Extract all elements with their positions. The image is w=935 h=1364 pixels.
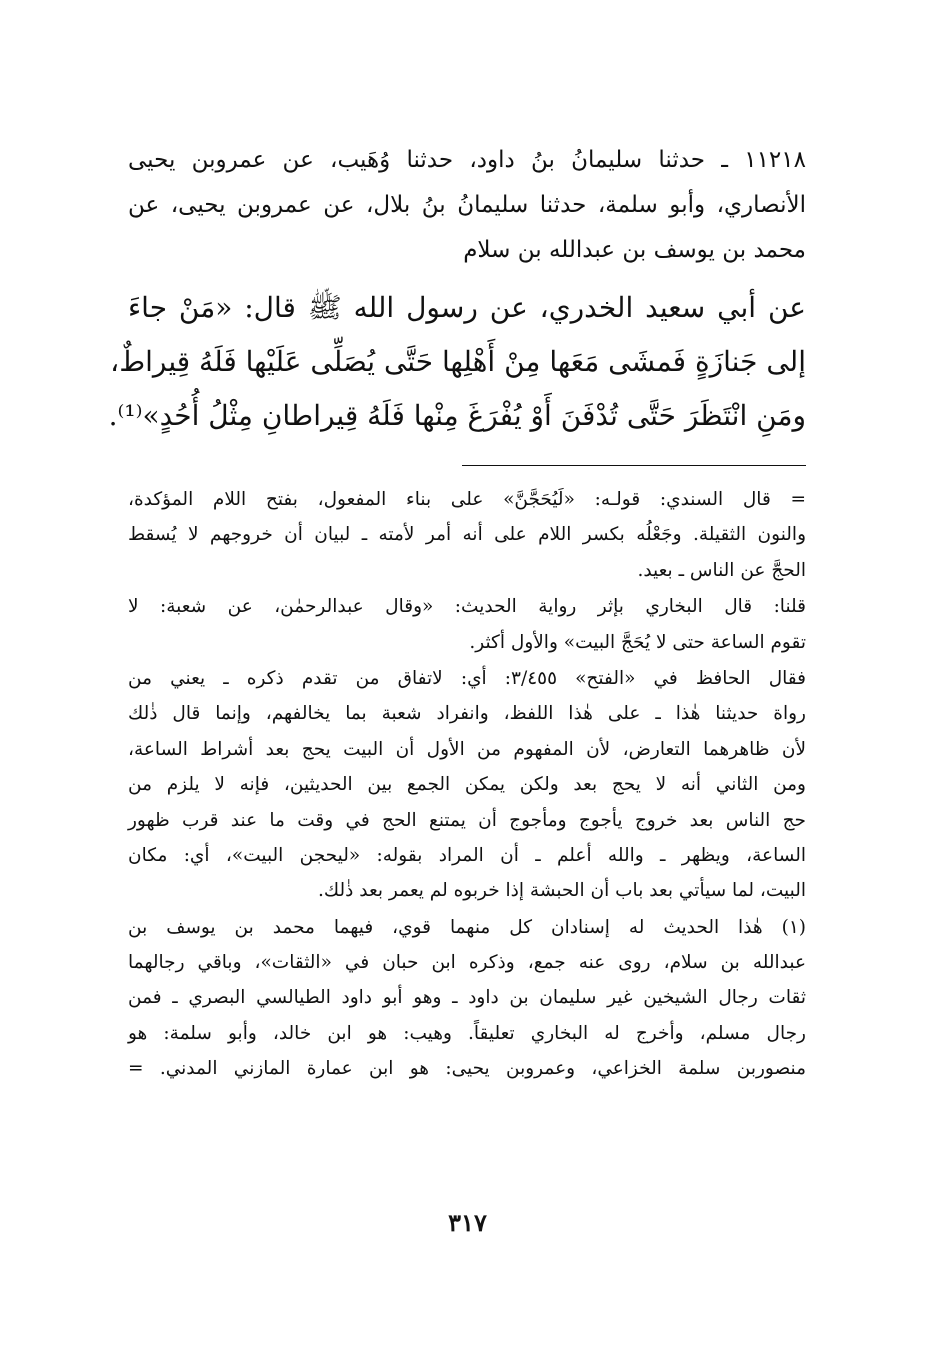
isnad-line: ١١٢١٨ ـ حدثنا سليمانُ بنُ داود، حدثنا وُهَيب، عن عمروبن يحيى	[128, 147, 806, 173]
page-content	[108, 138, 807, 1088]
page-number: ٣١٧	[448, 1208, 487, 1237]
footnote-line: قلنا: قال البخاري بإثر رواية الحديث: «وقال عبدالرحمٰن، عن شعبة: لا	[128, 596, 806, 618]
footnote-divider	[462, 465, 806, 466]
hadith-isnad	[128, 138, 806, 273]
matn-line: إلى جَنازَةٍ فَمشَى مَعَها مِنْ أَهْلِها حَتَّى يُصَلِّى عَلَيْها فَلَهُ قِيراطٌ،	[110, 345, 806, 378]
footnote-line: = قال السندي: قولـه: «لَيُحَجَّنَّ» على بناء المفعول، بفتح اللام المؤكدة،	[128, 489, 806, 510]
isnad-line: محمد بن يوسف بن عبدالله بن سلام	[463, 237, 806, 263]
footnote-line: رجال مسلم، وأخرج له البخاري تعليقاً. وهيب: هو ابن خالد، وأبو سلمة: هو	[128, 1022, 806, 1044]
footnote-line: (١) هٰذا الحديث له إسنادان كل منهما قوي، فيهما محمد بن يوسف بن	[128, 916, 806, 938]
footnote-line: البيت، لما سيأتي بعد باب أن الحبشة إذا خربوه لم يعمر بعد ذٰلك.	[318, 880, 806, 902]
footnote-paragraph	[128, 910, 806, 1087]
footnote-line: تقوم الساعة حتى لا يُحَجَّ البيت» والأول أكثر.	[469, 631, 806, 653]
matn-line: ومَنِ انْتَظَرَ حَتَّى تُدْفَنَ أَوْ يُفْرَغَ مِنْها فَلَهُ قِيراطانِ مِثْلُ أُحُدٍ»⁽¹⁾.	[108, 399, 806, 432]
footnote-line: حج الناس بعد خروج يأجوج ومأجوج أن يمتنع الحج في وقت ما عند قرب ظهور	[128, 809, 806, 831]
footnote-line: فقال الحافظ في «الفتح» ٣/٤٥٥: أي: لاتفاق من تقدم ذكره ـ يعني من	[128, 667, 807, 689]
matn-line: عن أبي سعيد الخدري، عن رسول الله ﷺ قال: «مَنْ جاءَ	[128, 291, 806, 324]
footnote-paragraph	[128, 661, 806, 909]
isnad-line: الأنصاري، وأبو سلمة، حدثنا سليمانُ بنُ بلال، عن عمروبن يحيى، عن	[128, 192, 806, 218]
hadith-matn	[108, 281, 806, 443]
footnote-line: منصوربن سلمة الخزاعي، وعمروبن يحيى: هو ابن عمارة المازني المدني. =	[128, 1058, 806, 1080]
footnote-paragraph	[128, 589, 806, 660]
footnote-line: ثقات رجال الشيخين غير سليمان بن داود ـ وهو أبو داود الطيالسي البصري ـ فمن	[128, 987, 806, 1009]
footnote-line: الحجَّ عن الناس ـ بعيد.	[637, 559, 806, 581]
footnote-line: والنون الثقيلة. وجَعْلُه بكسر اللام على أنه أمر لأمته ـ لبيان أن خروجهم لا يُسقط	[128, 524, 806, 546]
footnote-line: لأن ظاهرهما التعارض، لأن المفهوم من الأول أن البيت يحج بعد أشراط الساعة،	[128, 738, 806, 760]
footnote-paragraph	[128, 482, 806, 588]
footnote-line: رواة حديثنا هٰذا ـ على هٰذا اللفظ، وانفراد شعبة بما يخالفهم، وإنما قال ذٰلك	[128, 703, 806, 725]
footnote-line: ومن الثاني أنه لا يحج بعد ولكن يمكن الجمع بين الحديثين، فإنه لا يلزم من	[128, 774, 806, 796]
footnote-line: عبدالله بن سلام، روى عنه جمع، وذكره ابن حبان في «الثقات»، وباقي رجالهما	[128, 952, 806, 974]
footnotes	[128, 482, 806, 1087]
footnote-line: الساعة، ويظهر ـ والله أعلم ـ أن المراد بقوله: «ليحجن البيت»، أي: مكان	[128, 844, 806, 866]
